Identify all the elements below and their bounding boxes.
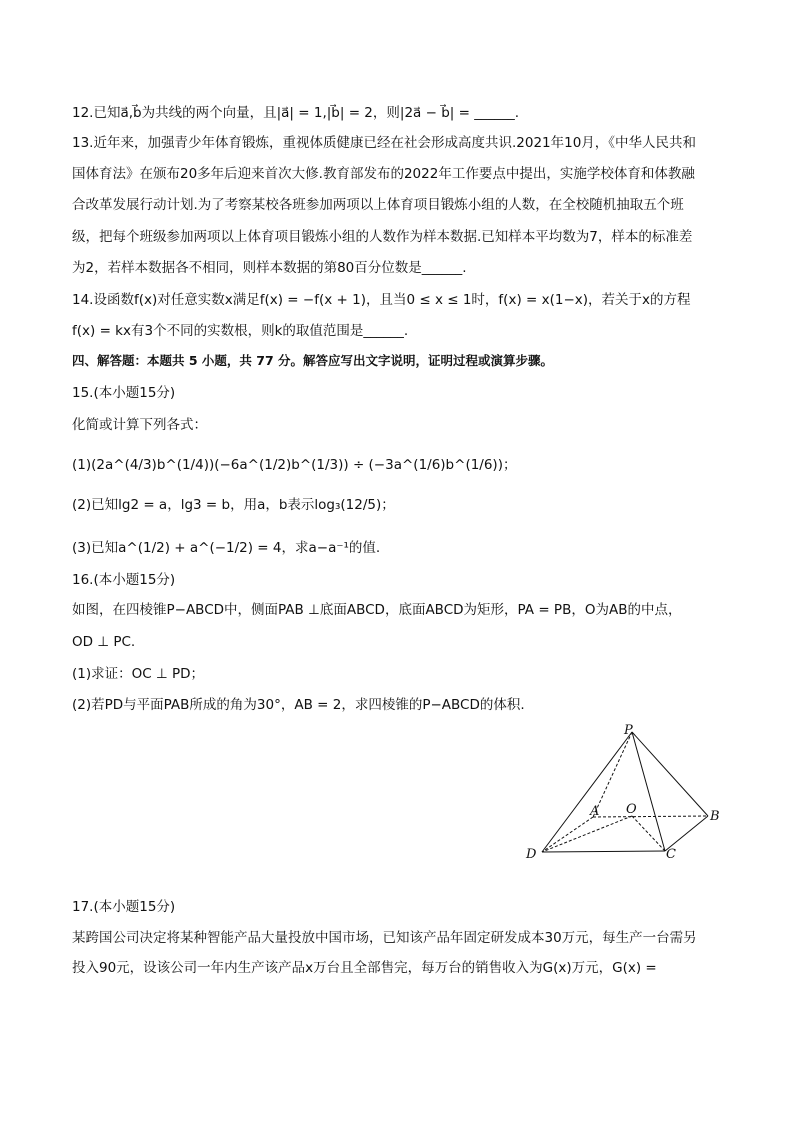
problem-15-part-1: (1)(2a^(4/3)b^(1/4))(−6a^(1/2)b^(1/3)) ÷ (−3a^(1/6)b^(1/6))；	[72, 457, 517, 473]
label-a: A	[590, 804, 600, 819]
problem-13-line-5: 为2，若样本数据各不相同，则样本数据的第80百分位数是______.	[72, 260, 467, 276]
problem-17-title: 17.(本小题15分)	[72, 899, 176, 915]
problem-16-title: 16.(本小题15分)	[72, 572, 176, 588]
label-p: P	[624, 723, 633, 738]
problem-13-line-4: 级，把每个班级参加两项以上体育项目锻炼小组的人数作为样本数据.已知样本平均数为7，样本的标准差	[72, 229, 693, 245]
problem-16-part-1: (1)求证：OC ⊥ PD；	[72, 666, 205, 682]
problem-16-line-2: OD ⊥ PC.	[72, 634, 136, 650]
problem-16-part-2: (2)若PD与平面PAB所成的角为30°，AB = 2，求四棱锥的P−ABCD的体积.	[72, 697, 525, 713]
label-c: C	[666, 847, 676, 862]
problem-15-intro: 化简或计算下列各式：	[72, 417, 207, 433]
problem-13-line-1: 13.近年来，加强青少年体育锻炼，重视体质健康已经在社会形成高度共识.2021年10月，《中华人民共和	[72, 135, 697, 151]
problem-15-part-2: (2)已知lg2 = a，lg3 = b，用a，b表示log₃(12/5)；	[72, 497, 395, 513]
section-heading: 四、解答题：本题共 5 小题，共 77 分。解答应写出文字说明，证明过程或演算步骤。	[72, 353, 554, 368]
problem-17-line-2: 投入90元，设该公司一年内生产该产品x万台且全部售完，每万台的销售收入为G(x)万元，G(x) =	[72, 960, 657, 976]
problem-17-line-1: 某跨国公司决定将某种智能产品大量投放中国市场，已知该产品年固定研发成本30万元，每生产一台需另	[72, 930, 697, 946]
label-d: D	[526, 847, 537, 862]
problem-16-line-1: 如图，在四棱锥P−ABCD中，侧面PAB ⊥底面ABCD，底面ABCD为矩形，PA = PB，O为AB的中点，	[72, 602, 682, 618]
problem-13-line-2: 国体育法》在颁布20多年后迎来首次大修.教育部发布的2022年工作要点中提出，实施学校体育和体教融	[72, 166, 695, 182]
problem-15-part-3: (3)已知a^(1/2) + a^(−1/2) = 4，求a−a⁻¹的值.	[72, 540, 381, 556]
problem-14-line-2: f(x) = kx有3个不同的实数根，则k的取值范围是______.	[72, 323, 409, 339]
label-o: O	[626, 802, 637, 817]
problem-14-line-1: 14.设函数f(x)对任意实数x满足f(x) = −f(x + 1)，且当0 ≤ x ≤ 1时，f(x) = x(1−x)，若关于x的方程	[72, 292, 691, 308]
problem-12: 12.已知a⃗,b⃗为共线的两个向量，且|a⃗| = 1,|b⃗| = 2，则|2a⃗ − b⃗| = ______.	[72, 105, 520, 121]
problem-13-line-3: 合改革发展行动计划.为了考察某校各班参加两项以上体育项目锻炼小组的人数，在全校随机抽取五个班	[72, 197, 684, 213]
pyramid-figure	[520, 720, 730, 865]
problem-15-title: 15.(本小题15分)	[72, 385, 176, 401]
label-b: B	[710, 809, 720, 824]
